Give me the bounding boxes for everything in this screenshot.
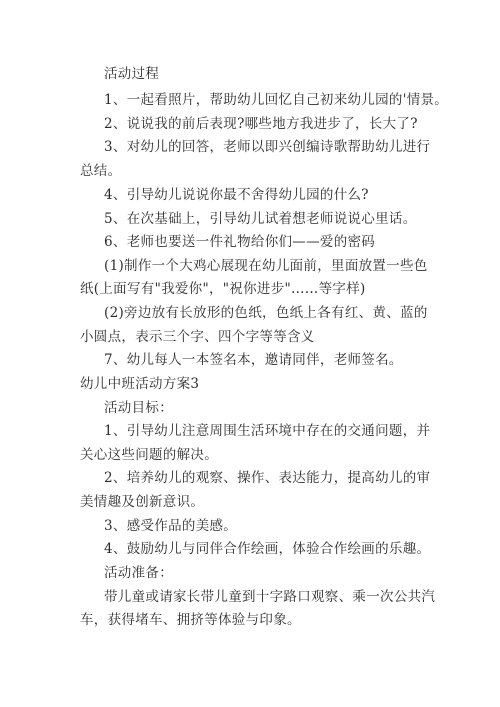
text-line: 3、感受作品的美感。 (104, 518, 238, 534)
text-line: 1、一起看照片，帮助幼儿回忆自己初来幼儿园的'情景。 (104, 92, 449, 108)
text-line: 1、引导幼儿注意周围生活环境中存在的交通问题，并 (104, 423, 431, 439)
text-line: 活动目标： (104, 400, 173, 416)
text-line: 纸(上面写有"我爱你"，"祝你进步"……等字样) (80, 281, 366, 297)
text-line: 美情趣及创新意识。 (80, 494, 205, 510)
text-line: 5、在次基础上，引导幼儿试着想老师说说心里话。 (104, 211, 417, 227)
text-line: 关心这些问题的解决。 (80, 447, 218, 463)
text-line: 车，获得堵车、拥挤等体验与印象。 (80, 612, 301, 628)
text-line: 2、培养幼儿的观察、操作、表达能力，提高幼儿的审 (104, 470, 431, 486)
text-line: 总结。 (80, 163, 122, 179)
text-line: 活动准备： (104, 565, 173, 581)
text-line: 7、幼儿每人一本签名本，邀请同伴，老师签名。 (104, 352, 403, 368)
text-line: 2、说说我的前后表现?哪些地方我进步了，长大了? (104, 116, 418, 132)
section-heading: 幼儿中班活动方案3 (80, 376, 200, 392)
text-line: (2)旁边放有长放形的色纸，色纸上各有红、黄、蓝的 (104, 305, 428, 321)
text-line: 小圆点，表示三个字、四个字等等含义 (80, 329, 315, 345)
text-line: 4、引导幼儿说说你最不舍得幼儿园的什么? (104, 187, 369, 203)
text-line: 活动过程 (104, 66, 160, 82)
text-line: (1)制作一个大鸡心展现在幼儿面前，里面放置一些色 (104, 258, 428, 274)
text-line: 3、对幼儿的回答，老师以即兴创编诗歌帮助幼儿进行 (104, 139, 431, 155)
text-line: 6、老师也要送一件礼物给你们——爱的密码 (104, 234, 376, 250)
text-line: 带儿童或请家长带儿童到十字路口观察、乘一次公共汽 (104, 589, 436, 605)
text-line: 4、鼓励幼儿与同伴合作绘画，体验合作绘画的乐趣。 (104, 541, 431, 557)
